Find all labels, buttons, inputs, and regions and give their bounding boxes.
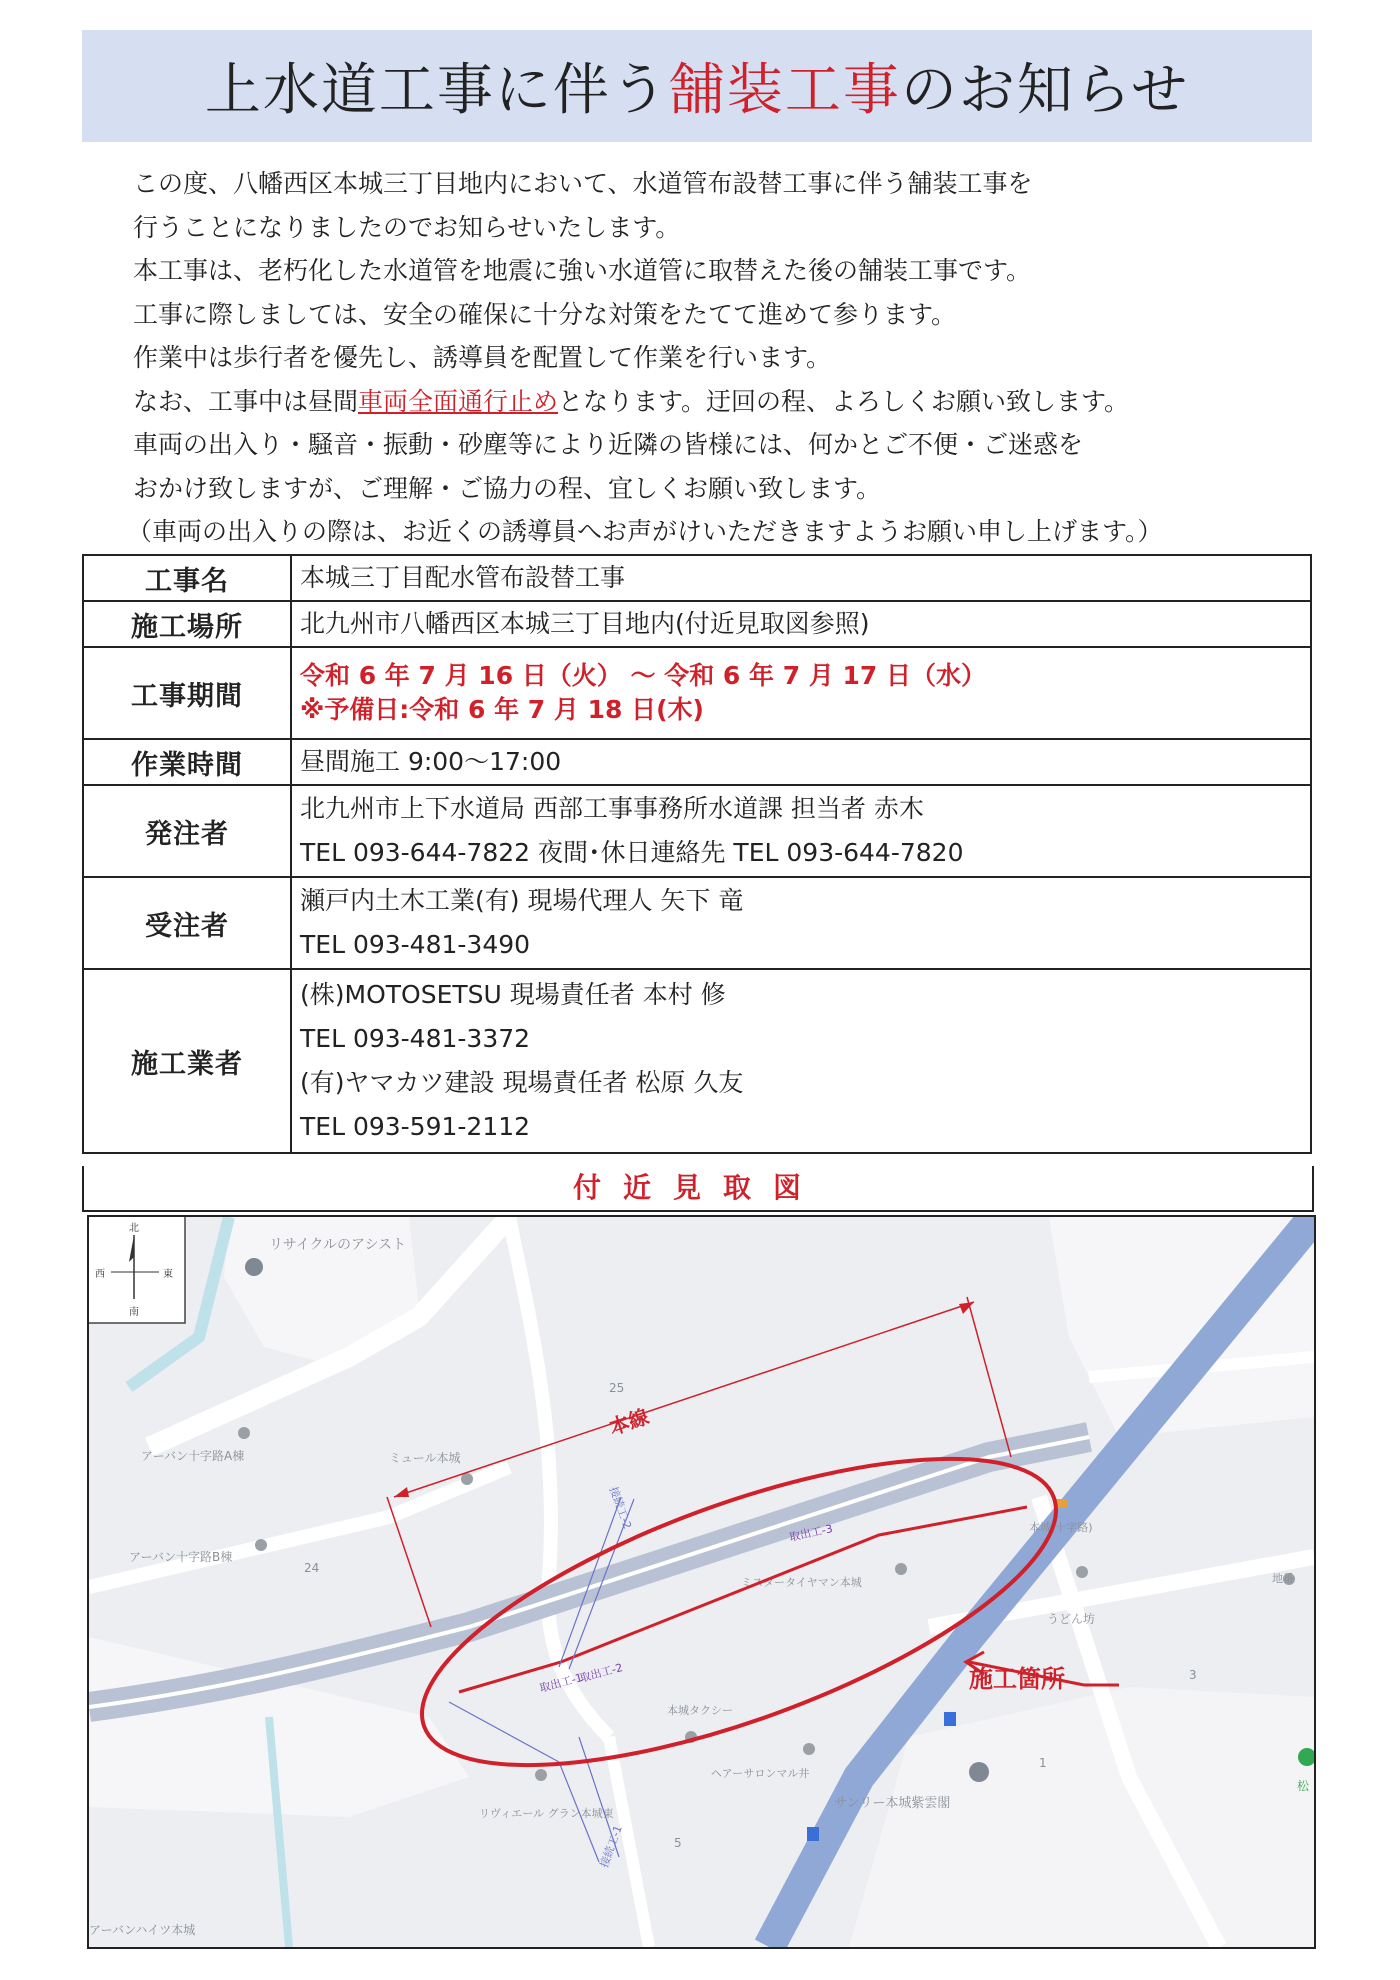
map-pin-icon bbox=[969, 1762, 989, 1782]
contractor-line2: TEL 093-481-3490 bbox=[300, 930, 531, 959]
work-label: 取出工-3 bbox=[788, 1522, 834, 1545]
intro-line: （車両の出入りの際は、お近くの誘導員へお声がけいただきますようお願い申し上げます。） bbox=[127, 517, 1163, 546]
intro-line6-pre: なお、工事中は昼間 bbox=[133, 386, 359, 416]
value-place bbox=[291, 601, 1311, 647]
label-period: 工事期間 bbox=[83, 647, 291, 739]
period-reserve: ※予備日:令和 6 年 7 月 18 日(木) bbox=[300, 695, 704, 724]
place-label: ミュール本城 bbox=[389, 1451, 461, 1465]
place-label: 地番 bbox=[1272, 1572, 1294, 1585]
row-name bbox=[83, 555, 1311, 601]
map-pin-icon bbox=[535, 1769, 547, 1781]
place-label: 松 bbox=[1297, 1779, 1310, 1793]
intro-line bbox=[133, 380, 1313, 424]
label-builder: 施工業者 bbox=[83, 969, 291, 1153]
builder2-line1: (有)ヤマカツ建設 現場責任者 松原 久友 bbox=[300, 1068, 744, 1097]
place-label: アーバン十字路A棟 bbox=[141, 1449, 245, 1463]
bus-stop-icon bbox=[944, 1712, 956, 1726]
row-period bbox=[83, 647, 1311, 739]
mainline-label: 本線 bbox=[606, 1404, 652, 1440]
location-map bbox=[87, 1215, 1316, 1949]
map-title: 付近見取図 bbox=[82, 1166, 1314, 1212]
map-pin-icon bbox=[895, 1563, 907, 1575]
place-label: リヴィエール グラン本城東 bbox=[479, 1807, 614, 1820]
title-part1: 上水道工事に伴う bbox=[204, 58, 669, 123]
label-orderer: 発注者 bbox=[83, 785, 291, 877]
intro-line: この度、八幡西区本城三丁目地内において、水道管布設替工事に伴う舗装工事を bbox=[133, 169, 1033, 198]
builder1-line1: (株)MOTOSETSU 現場責任者 本村 修 bbox=[300, 980, 726, 1009]
page-title bbox=[205, 46, 1189, 126]
lot-number: 24 bbox=[304, 1561, 320, 1575]
intro-line: 作業中は歩行者を優先し、誘導員を配置して作業を行います。 bbox=[133, 343, 832, 372]
lot-number: 5 bbox=[674, 1836, 682, 1850]
place-label: 本城(十字路) bbox=[1029, 1521, 1093, 1534]
work-label: 取出工-1 bbox=[538, 1671, 584, 1695]
info-table bbox=[82, 554, 1312, 1154]
map-pin-icon bbox=[1076, 1566, 1088, 1578]
value-hours bbox=[291, 739, 1311, 785]
builder2-line2: TEL 093-591-2112 bbox=[300, 1112, 531, 1141]
intro-line6-post: となります。迂回の程、よろしくお願い致します。 bbox=[558, 386, 1130, 416]
place-label: サンリー本城紫雲閣 bbox=[834, 1796, 951, 1811]
row-orderer bbox=[83, 785, 1311, 877]
value-name bbox=[291, 555, 1311, 601]
period-main: 令和 6 年 7 月 16 日（火） ～ 令和 6 年 7 月 17 日（水） bbox=[300, 661, 987, 690]
title-part3: のお知らせ bbox=[900, 58, 1190, 123]
label-place: 施工場所 bbox=[83, 601, 291, 647]
place-label: アーバンハイツ本城 bbox=[89, 1923, 196, 1937]
compass-s: 南 bbox=[129, 1307, 139, 1318]
value-orderer bbox=[291, 785, 1311, 877]
lot-number: 25 bbox=[609, 1381, 625, 1395]
row-contractor bbox=[83, 877, 1311, 969]
row-hours bbox=[83, 739, 1311, 785]
row-place bbox=[83, 601, 1311, 647]
label-contractor: 受注者 bbox=[83, 877, 291, 969]
label-hours: 作業時間 bbox=[83, 739, 291, 785]
work-label: 接続工-2 bbox=[606, 1484, 634, 1531]
title-banner bbox=[82, 30, 1312, 142]
road-closure-notice: 車両全面通行止め bbox=[358, 386, 559, 416]
work-label: 取出工-2 bbox=[578, 1660, 625, 1685]
compass-e: 東 bbox=[163, 1269, 173, 1280]
map-pin-icon bbox=[461, 1473, 473, 1485]
row-builder bbox=[83, 969, 1311, 1153]
map-pin-icon bbox=[255, 1539, 267, 1551]
bus-stop-icon bbox=[807, 1827, 819, 1841]
intro-line: 工事に際しましては、安全の確保に十分な対策をたてて進めて参ります。 bbox=[133, 299, 957, 329]
map-pin-icon bbox=[238, 1427, 250, 1439]
intro-line: おかけ致しますが、ご理解・ご協力の程、宜しくお願い致します。 bbox=[133, 473, 882, 503]
title-highlight: 舗装工事 bbox=[668, 58, 901, 123]
intro-text bbox=[127, 162, 1313, 554]
place-label: ミスタータイヤマン本城 bbox=[741, 1576, 862, 1589]
place-value: 北九州市八幡西区本城三丁目地内(付近見取図参照) bbox=[300, 609, 870, 638]
map-canvas bbox=[89, 1217, 1314, 1947]
label-name: 工事名 bbox=[83, 555, 291, 601]
site-label: 施工箇所 bbox=[969, 1665, 1065, 1693]
value-contractor bbox=[291, 877, 1311, 969]
map-pin-icon bbox=[245, 1258, 263, 1276]
place-label: うどん坊 bbox=[1047, 1612, 1096, 1626]
place-label: リサイクルのアシスト bbox=[269, 1237, 407, 1253]
place-label: ヘアーサロンマル井 bbox=[711, 1767, 810, 1780]
place-label: 本城タクシー bbox=[667, 1704, 733, 1717]
lot-number: 1 bbox=[1039, 1756, 1047, 1770]
orderer-line1: 北九州市上下水道局 西部工事事務所水道課 担当者 赤木 bbox=[300, 794, 924, 823]
compass-n: 北 bbox=[129, 1223, 139, 1234]
value-builder bbox=[291, 969, 1311, 1153]
orderer-line2: TEL 093-644-7822 夜間･休日連絡先 TEL 093-644-7820 bbox=[300, 838, 964, 867]
lot-number: 3 bbox=[1189, 1668, 1197, 1682]
name-value: 本城三丁目配水管布設替工事 bbox=[300, 563, 626, 592]
hours-value: 昼間施工 9:00～17:00 bbox=[300, 747, 562, 776]
work-label: 接続工-1 bbox=[597, 1823, 625, 1870]
intro-line: 車両の出入り・騒音・振動・砂塵等により近隣の皆様には、何かとご不便・ご迷惑を bbox=[133, 430, 1084, 459]
intro-line: 本工事は、老朽化した水道管を地震に強い水道管に取替えた後の舗装工事です。 bbox=[133, 256, 1032, 285]
map-pin-icon bbox=[803, 1743, 815, 1755]
contractor-line1: 瀬戸内土木工業(有) 現場代理人 矢下 竜 bbox=[300, 886, 744, 915]
place-label: アーバン十字路B棟 bbox=[129, 1550, 233, 1564]
value-period bbox=[291, 647, 1311, 739]
intro-line: 行うことになりましたのでお知らせいたします。 bbox=[133, 212, 681, 242]
compass-w: 西 bbox=[95, 1269, 105, 1280]
builder1-line2: TEL 093-481-3372 bbox=[300, 1024, 531, 1053]
